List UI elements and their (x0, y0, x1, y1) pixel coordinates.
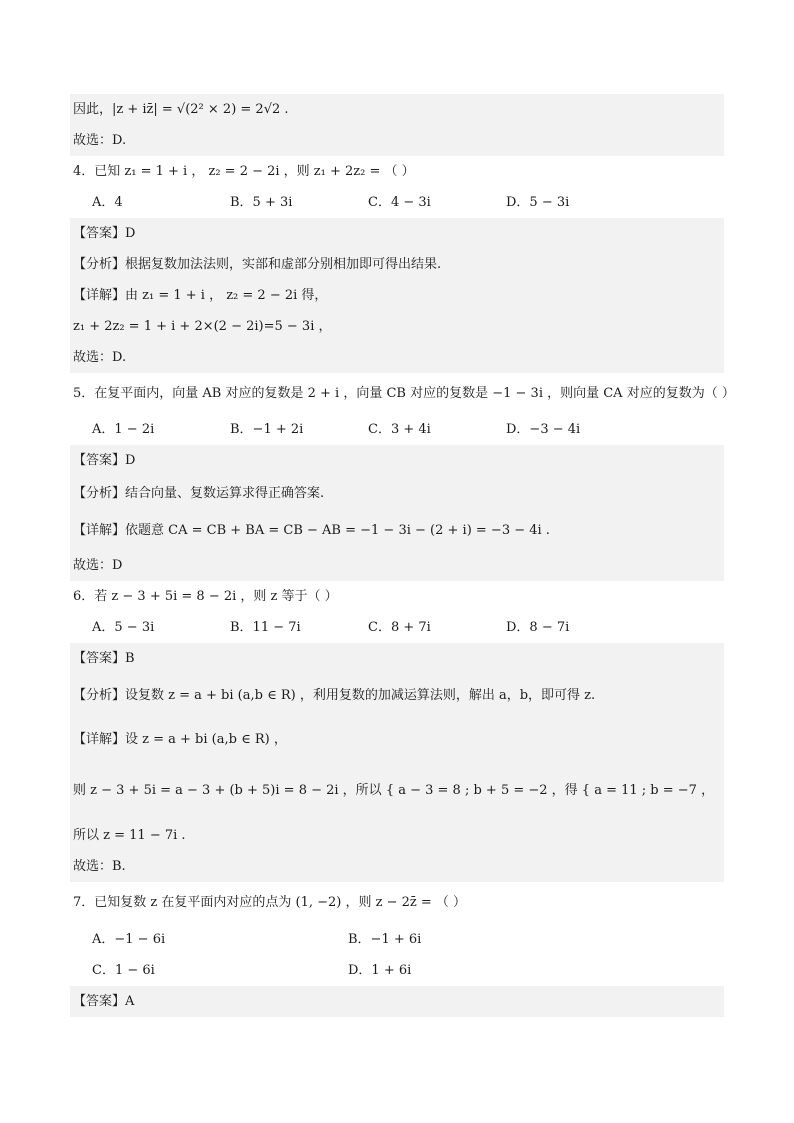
choice-line: 故选：D (70, 550, 724, 581)
option-b: B．−1 + 6i (348, 932, 422, 947)
question-6-options (70, 612, 724, 643)
detail-line: 【详解】设 z = a + bi (a,b ∈ R) ， (70, 718, 724, 762)
option-c: C．3 + 4i (368, 422, 431, 437)
analysis-line: 【分析】根据复数加法法则，实部和虚部分别相加即可得出结果. (70, 249, 724, 280)
detail-line: 所以 z = 11 − 7i . (70, 820, 724, 851)
option-c: C．1 − 6i (92, 963, 155, 978)
option-a: A．5 − 3i (92, 620, 155, 635)
option-c: C．4 − 3i (368, 195, 431, 210)
detail-line: 【详解】依题意 CA = CB + BA = CB − AB = −1 − 3i − (2 + i) = −3 − 4i . (70, 512, 724, 550)
detail-line: 则 z − 3 + 5i = a − 3 + (b + 5)i = 8 − 2i ，所以 { a − 3 = 8 ; b + 5 = −2 ，得 { a = 11 ; b = −7 ， (70, 762, 724, 820)
text-line: 故选：D. (70, 125, 724, 156)
choice-line: 故选：B. (70, 851, 724, 882)
question-7-stem: 7．已知复数 z 在复平面内对应的点为 (1, −2) ，则 z − 2z̄ = （ ） (73, 895, 467, 910)
answer-line: 【答案】D (70, 218, 724, 249)
question-4-options (70, 187, 724, 218)
choice-line: 故选：D. (70, 342, 724, 373)
answer-line: 【答案】A (70, 986, 724, 1017)
answer-line: 【答案】D (70, 445, 724, 476)
question-5-stem: 5．在复平面内，向量 AB 对应的复数是 2 + i ，向量 CB 对应的复数是 −1 − 3i ，则向量 CA 对应的复数为（ ） (73, 386, 735, 401)
option-d: D．−3 − 4i (506, 422, 581, 437)
question-7-options-row-1 (70, 924, 724, 955)
option-b: B．−1 + 2i (230, 422, 304, 437)
answer-line: 【答案】B (70, 643, 724, 674)
option-d: D．1 + 6i (348, 963, 412, 978)
text-line: 因此，|z + iz̄| = √(2² × 2) = 2√2 . (70, 94, 724, 125)
document-page (70, 94, 735, 1017)
option-a: A．4 (92, 195, 123, 210)
option-d: D．8 − 7i (506, 620, 570, 635)
option-a: A．−1 − 6i (92, 932, 166, 947)
question-4-stem: 4．已知 z₁ = 1 + i ， z₂ = 2 − 2i ，则 z₁ + 2z₂ = （ ） (73, 164, 415, 179)
detail-line: 【详解】由 z₁ = 1 + i ， z₂ = 2 − 2i 得， (70, 280, 724, 311)
question-7-options-row-2 (70, 955, 724, 986)
analysis-line: 【分析】结合向量、复数运算求得正确答案. (70, 476, 724, 512)
detail-line: z₁ + 2z₂ = 1 + i + 2×(2 − 2i)=5 − 3i ， (70, 311, 724, 342)
question-6-stem: 6．若 z − 3 + 5i = 8 − 2i ，则 z 等于（ ） (73, 589, 338, 604)
option-a: A．1 − 2i (92, 422, 155, 437)
option-c: C．8 + 7i (368, 620, 431, 635)
question-5-options (70, 414, 724, 445)
option-d: D．5 − 3i (506, 195, 570, 210)
option-b: B．5 + 3i (230, 195, 293, 210)
analysis-line: 【分析】设复数 z = a + bi (a,b ∈ R) ，利用复数的加减运算法则，解出 a，b，即可得 z. (70, 674, 724, 718)
option-b: B．11 − 7i (230, 620, 301, 635)
